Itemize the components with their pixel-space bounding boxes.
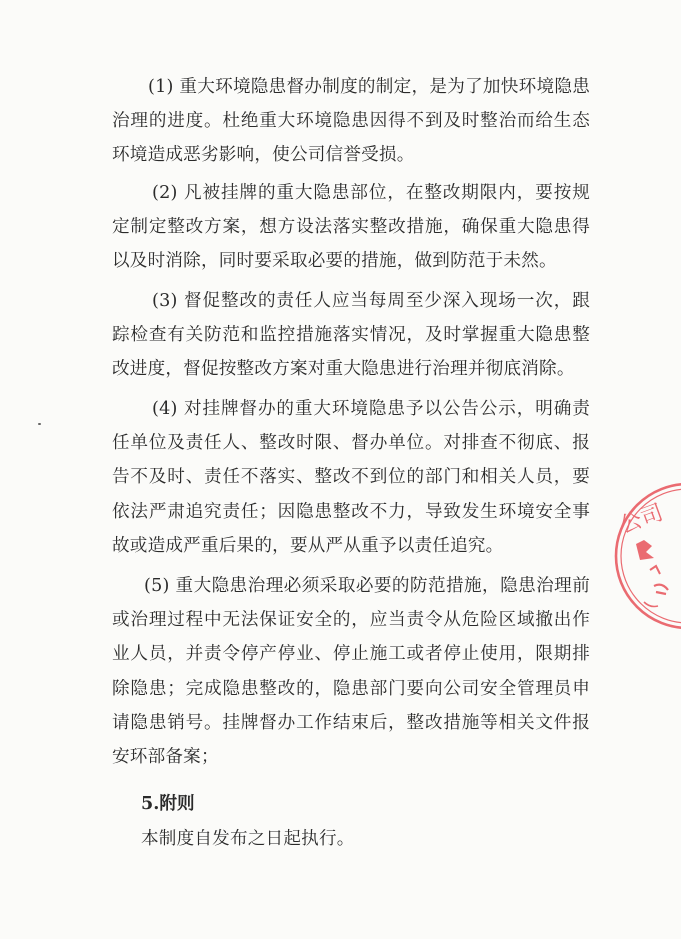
- paragraph-2: (2) 凡被挂牌的重大隐患部位，在整改期限内，要按规定制定整改方案，想方设法落实整改措施，确保重大隐患得以及时消除，同时要采取必要的措施，做到防范于未然。: [112, 183, 590, 272]
- paragraph-4: (4) 对挂牌督办的重大环境隐患予以公告公示，明确责任单位及责任人、整改时限、督办单位。对排查不彻底、报告不及时、责任不落实、整改不到位的部门和相关人员，要依法严肃追究责任；因隐患整改不力，导致发生环境安全事故或造成严重后果的，要从严从重予以责任追究。: [112, 399, 590, 556]
- seal-lettering: 公司: [616, 500, 667, 539]
- paragraph-3: (3) 督促整改的责任人应当每周至少深入现场一次，跟踪检查有关防范和监控措施落实情况，及时掌握重大隐患整改进度，督促按整改方案对重大隐患进行治理并彻底消除。: [112, 291, 590, 380]
- seal-icon: [596, 482, 681, 632]
- closing-text: 本制度自发布之日起执行。: [141, 829, 355, 849]
- paragraph-1: (1) 重大环境隐患督办制度的制定，是为了加快环境隐患治理的进度。杜绝重大环境隐患因得不到及时整治而给生态环境造成恶劣影响，使公司信誉受损。: [112, 77, 590, 166]
- company-seal-stamp: [596, 482, 681, 632]
- paragraph-5: (5) 重大隐患治理必须采取必要的防范措施，隐患治理前或治理过程中无法保证安全的，应当责令从危险区域撤出作业人员，并责令停产停业、停止施工或者停止使用，限期排除隐患；完成隐患整改的，隐患部门要向公司安全管理员申请隐患销号。挂牌督办工作结束后，整改措施等相关文件报安环部备案；: [112, 576, 590, 768]
- section-heading: 5.附则: [141, 793, 195, 814]
- scan-speck: [38, 423, 41, 425]
